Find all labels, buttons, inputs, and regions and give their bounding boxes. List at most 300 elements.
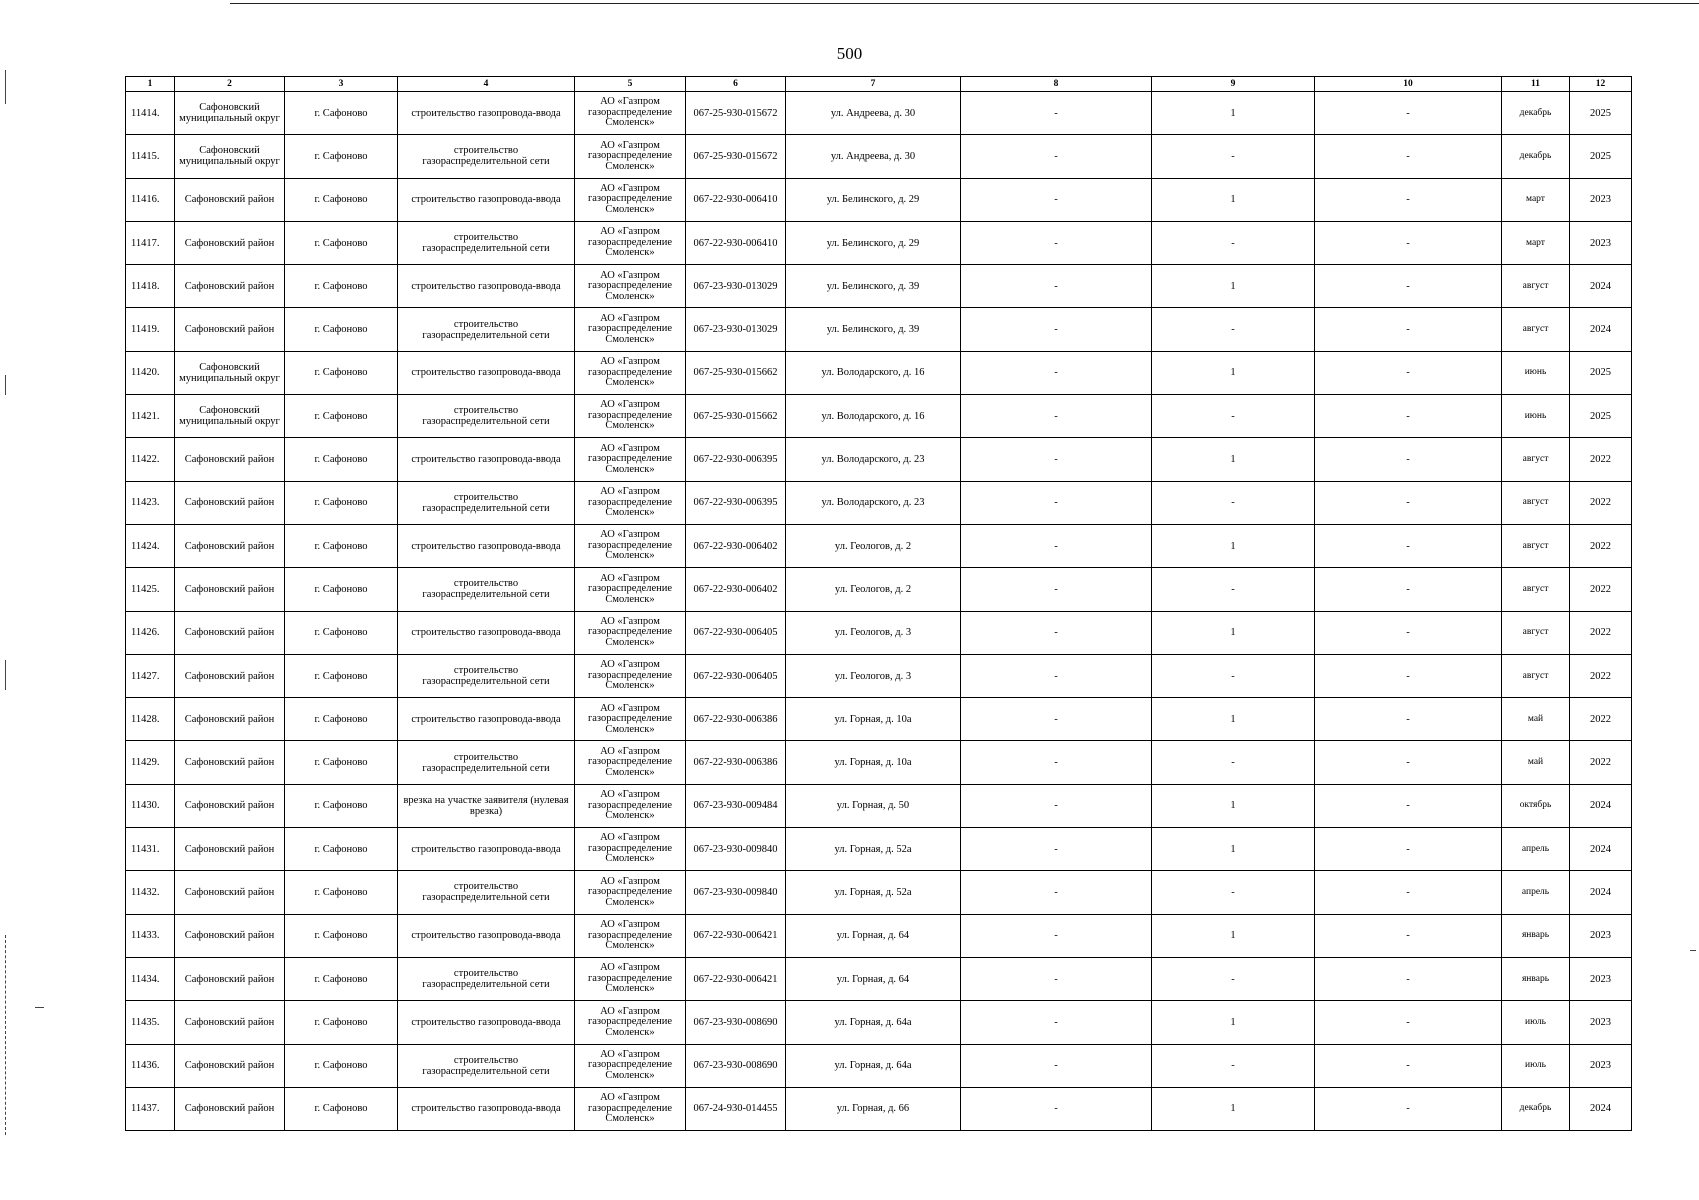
cell-col-8-value: - — [961, 611, 1152, 654]
cell-address: ул. Белинского, д. 29 — [786, 221, 961, 264]
cell-settlement: г. Сафоново — [285, 1044, 398, 1087]
cell-month: май — [1502, 741, 1570, 784]
cell-municipality: Сафоновский район — [175, 871, 285, 914]
cell-municipality: Сафоновский район — [175, 221, 285, 264]
cell-settlement: г. Сафоново — [285, 524, 398, 567]
cell-application-id: 067-22-930-006410 — [686, 221, 786, 264]
cell-col-10-value: - — [1315, 784, 1502, 827]
registry-table — [125, 76, 1632, 1131]
cell-municipality: Сафоновский район — [175, 611, 285, 654]
column-number-3: 3 — [285, 77, 398, 92]
cell-work-type: строительство газораспределительной сети — [398, 741, 575, 784]
cell-year: 2024 — [1570, 1087, 1632, 1130]
column-number-7: 7 — [786, 77, 961, 92]
column-number-row — [126, 77, 1632, 92]
cell-organization: АО «Газпром газораспределение Смоленск» — [575, 957, 686, 1000]
cell-address: ул. Белинского, д. 29 — [786, 178, 961, 221]
table-row — [126, 221, 1632, 264]
cell-month: август — [1502, 654, 1570, 697]
cell-address: ул. Володарского, д. 23 — [786, 481, 961, 524]
cell-col-9-value: - — [1152, 308, 1315, 351]
cell-month: июль — [1502, 1044, 1570, 1087]
cell-address: ул. Горная, д. 10а — [786, 741, 961, 784]
cell-organization: АО «Газпром газораспределение Смоленск» — [575, 611, 686, 654]
cell-application-id: 067-25-930-015672 — [686, 92, 786, 135]
cell-month: март — [1502, 221, 1570, 264]
table-row — [126, 135, 1632, 178]
cell-row-number: 11429. — [126, 741, 175, 784]
cell-municipality: Сафоновский район — [175, 1001, 285, 1044]
top-rule — [230, 3, 1699, 4]
cell-row-number: 11424. — [126, 524, 175, 567]
cell-settlement: г. Сафоново — [285, 741, 398, 784]
cell-address: ул. Горная, д. 64а — [786, 1044, 961, 1087]
cell-col-9-value: 1 — [1152, 265, 1315, 308]
cell-organization: АО «Газпром газораспределение Смоленск» — [575, 221, 686, 264]
cell-month: август — [1502, 611, 1570, 654]
cell-col-10-value: - — [1315, 654, 1502, 697]
cell-col-8-value: - — [961, 1044, 1152, 1087]
cell-row-number: 11422. — [126, 438, 175, 481]
cell-work-type: строительство газораспределительной сети — [398, 568, 575, 611]
cell-organization: АО «Газпром газораспределение Смоленск» — [575, 698, 686, 741]
cell-year: 2022 — [1570, 524, 1632, 567]
page-number: 500 — [836, 44, 863, 63]
column-number-2: 2 — [175, 77, 285, 92]
cell-work-type: строительство газопровода-ввода — [398, 438, 575, 481]
cell-month: август — [1502, 438, 1570, 481]
cell-settlement: г. Сафоново — [285, 611, 398, 654]
table-row — [126, 438, 1632, 481]
column-number-10: 10 — [1315, 77, 1502, 92]
cell-organization: АО «Газпром газораспределение Смоленск» — [575, 308, 686, 351]
cell-work-type: строительство газораспределительной сети — [398, 957, 575, 1000]
cell-settlement: г. Сафоново — [285, 395, 398, 438]
cell-municipality: Сафоновский муниципальный округ — [175, 135, 285, 178]
cell-row-number: 11416. — [126, 178, 175, 221]
cell-col-9-value: - — [1152, 741, 1315, 784]
cell-municipality: Сафоновский муниципальный округ — [175, 92, 285, 135]
cell-year: 2024 — [1570, 308, 1632, 351]
cell-year: 2023 — [1570, 957, 1632, 1000]
cell-col-9-value: 1 — [1152, 92, 1315, 135]
cell-col-9-value: 1 — [1152, 784, 1315, 827]
cell-col-10-value: - — [1315, 265, 1502, 308]
cell-col-10-value: - — [1315, 1044, 1502, 1087]
cell-settlement: г. Сафоново — [285, 481, 398, 524]
cell-col-9-value: 1 — [1152, 828, 1315, 871]
cell-month: декабрь — [1502, 1087, 1570, 1130]
cell-col-9-value: - — [1152, 568, 1315, 611]
cell-settlement: г. Сафоново — [285, 1001, 398, 1044]
cell-address: ул. Горная, д. 50 — [786, 784, 961, 827]
cell-address: ул. Горная, д. 64 — [786, 914, 961, 957]
cell-application-id: 067-25-930-015662 — [686, 351, 786, 394]
cell-organization: АО «Газпром газораспределение Смоленск» — [575, 914, 686, 957]
table-row — [126, 871, 1632, 914]
cell-year: 2025 — [1570, 92, 1632, 135]
cell-address: ул. Геологов, д. 2 — [786, 524, 961, 567]
cell-col-9-value: - — [1152, 1044, 1315, 1087]
cell-month: март — [1502, 178, 1570, 221]
cell-year: 2025 — [1570, 351, 1632, 394]
cell-col-8-value: - — [961, 741, 1152, 784]
cell-col-10-value: - — [1315, 308, 1502, 351]
cell-month: апрель — [1502, 871, 1570, 914]
cell-row-number: 11426. — [126, 611, 175, 654]
cell-year: 2025 — [1570, 395, 1632, 438]
cell-year: 2022 — [1570, 438, 1632, 481]
cell-row-number: 11434. — [126, 957, 175, 1000]
cell-col-9-value: 1 — [1152, 611, 1315, 654]
cell-work-type: строительство газораспределительной сети — [398, 395, 575, 438]
cell-municipality: Сафоновский район — [175, 698, 285, 741]
cell-col-9-value: 1 — [1152, 698, 1315, 741]
table-row — [126, 914, 1632, 957]
cell-col-10-value: - — [1315, 178, 1502, 221]
cell-application-id: 067-22-930-006421 — [686, 914, 786, 957]
cell-col-8-value: - — [961, 568, 1152, 611]
scan-margin-mark — [5, 935, 6, 1135]
cell-settlement: г. Сафоново — [285, 654, 398, 697]
cell-settlement: г. Сафоново — [285, 178, 398, 221]
cell-work-type: строительство газопровода-ввода — [398, 828, 575, 871]
cell-col-9-value: 1 — [1152, 524, 1315, 567]
cell-settlement: г. Сафоново — [285, 92, 398, 135]
cell-organization: АО «Газпром газораспределение Смоленск» — [575, 871, 686, 914]
cell-address: ул. Горная, д. 52а — [786, 871, 961, 914]
cell-month: декабрь — [1502, 135, 1570, 178]
cell-application-id: 067-22-930-006410 — [686, 178, 786, 221]
table-row — [126, 568, 1632, 611]
cell-row-number: 11419. — [126, 308, 175, 351]
cell-organization: АО «Газпром газораспределение Смоленск» — [575, 265, 686, 308]
cell-application-id: 067-23-930-008690 — [686, 1044, 786, 1087]
column-number-6: 6 — [686, 77, 786, 92]
cell-col-9-value: 1 — [1152, 1087, 1315, 1130]
cell-col-10-value: - — [1315, 221, 1502, 264]
table-row — [126, 1044, 1632, 1087]
cell-row-number: 11421. — [126, 395, 175, 438]
cell-month: август — [1502, 265, 1570, 308]
cell-organization: АО «Газпром газораспределение Смоленск» — [575, 395, 686, 438]
cell-municipality: Сафоновский муниципальный округ — [175, 351, 285, 394]
cell-month: июнь — [1502, 395, 1570, 438]
cell-col-10-value: - — [1315, 957, 1502, 1000]
cell-application-id: 067-22-930-006405 — [686, 611, 786, 654]
cell-work-type: строительство газораспределительной сети — [398, 135, 575, 178]
cell-address: ул. Горная, д. 64 — [786, 957, 961, 1000]
column-number-12: 12 — [1570, 77, 1632, 92]
cell-address: ул. Белинского, д. 39 — [786, 308, 961, 351]
cell-col-9-value: 1 — [1152, 1001, 1315, 1044]
cell-row-number: 11437. — [126, 1087, 175, 1130]
cell-month: август — [1502, 524, 1570, 567]
cell-col-9-value: - — [1152, 871, 1315, 914]
cell-col-8-value: - — [961, 438, 1152, 481]
cell-col-10-value: - — [1315, 92, 1502, 135]
cell-organization: АО «Газпром газораспределение Смоленск» — [575, 568, 686, 611]
cell-settlement: г. Сафоново — [285, 698, 398, 741]
scan-margin-mark — [5, 375, 6, 395]
cell-municipality: Сафоновский район — [175, 308, 285, 351]
cell-col-10-value: - — [1315, 1001, 1502, 1044]
cell-work-type: строительство газораспределительной сети — [398, 871, 575, 914]
cell-municipality: Сафоновский район — [175, 957, 285, 1000]
cell-application-id: 067-24-930-014455 — [686, 1087, 786, 1130]
cell-col-9-value: - — [1152, 654, 1315, 697]
cell-row-number: 11436. — [126, 1044, 175, 1087]
cell-month: апрель — [1502, 828, 1570, 871]
table-row — [126, 654, 1632, 697]
table-row — [126, 395, 1632, 438]
cell-address: ул. Геологов, д. 3 — [786, 611, 961, 654]
cell-col-8-value: - — [961, 92, 1152, 135]
table-row — [126, 741, 1632, 784]
cell-work-type: строительство газораспределительной сети — [398, 481, 575, 524]
cell-settlement: г. Сафоново — [285, 568, 398, 611]
cell-application-id: 067-25-930-015662 — [686, 395, 786, 438]
cell-organization: АО «Газпром газораспределение Смоленск» — [575, 784, 686, 827]
cell-month: январь — [1502, 957, 1570, 1000]
cell-application-id: 067-22-930-006395 — [686, 481, 786, 524]
cell-application-id: 067-22-930-006395 — [686, 438, 786, 481]
cell-application-id: 067-23-930-008690 — [686, 1001, 786, 1044]
cell-municipality: Сафоновский район — [175, 524, 285, 567]
cell-year: 2023 — [1570, 914, 1632, 957]
cell-row-number: 11415. — [126, 135, 175, 178]
cell-row-number: 11432. — [126, 871, 175, 914]
cell-col-10-value: - — [1315, 524, 1502, 567]
cell-col-8-value: - — [961, 395, 1152, 438]
cell-address: ул. Володарского, д. 16 — [786, 351, 961, 394]
table-row — [126, 784, 1632, 827]
cell-organization: АО «Газпром газораспределение Смоленск» — [575, 1087, 686, 1130]
cell-col-10-value: - — [1315, 351, 1502, 394]
cell-work-type: строительство газопровода-ввода — [398, 178, 575, 221]
cell-row-number: 11433. — [126, 914, 175, 957]
cell-municipality: Сафоновский район — [175, 438, 285, 481]
cell-application-id: 067-23-930-009840 — [686, 828, 786, 871]
table-row — [126, 308, 1632, 351]
cell-organization: АО «Газпром газораспределение Смоленск» — [575, 178, 686, 221]
cell-col-9-value: 1 — [1152, 914, 1315, 957]
cell-address: ул. Горная, д. 52а — [786, 828, 961, 871]
cell-organization: АО «Газпром газораспределение Смоленск» — [575, 438, 686, 481]
cell-month: август — [1502, 568, 1570, 611]
cell-address: ул. Горная, д. 66 — [786, 1087, 961, 1130]
cell-row-number: 11423. — [126, 481, 175, 524]
cell-work-type: строительство газораспределительной сети — [398, 1044, 575, 1087]
cell-organization: АО «Газпром газораспределение Смоленск» — [575, 92, 686, 135]
cell-organization: АО «Газпром газораспределение Смоленск» — [575, 135, 686, 178]
cell-work-type: строительство газораспределительной сети — [398, 654, 575, 697]
table-row — [126, 481, 1632, 524]
cell-organization: АО «Газпром газораспределение Смоленск» — [575, 741, 686, 784]
cell-organization: АО «Газпром газораспределение Смоленск» — [575, 351, 686, 394]
cell-year: 2024 — [1570, 828, 1632, 871]
cell-settlement: г. Сафоново — [285, 914, 398, 957]
cell-municipality: Сафоновский муниципальный округ — [175, 395, 285, 438]
cell-application-id: 067-22-930-006386 — [686, 698, 786, 741]
cell-row-number: 11428. — [126, 698, 175, 741]
cell-address: ул. Андреева, д. 30 — [786, 135, 961, 178]
cell-col-8-value: - — [961, 351, 1152, 394]
cell-work-type: строительство газопровода-ввода — [398, 524, 575, 567]
cell-settlement: г. Сафоново — [285, 351, 398, 394]
table-row — [126, 1087, 1632, 1130]
cell-col-9-value: - — [1152, 481, 1315, 524]
cell-work-type: строительство газораспределительной сети — [398, 221, 575, 264]
cell-settlement: г. Сафоново — [285, 871, 398, 914]
column-number-9: 9 — [1152, 77, 1315, 92]
cell-month: июль — [1502, 1001, 1570, 1044]
cell-work-type: строительство газопровода-ввода — [398, 611, 575, 654]
cell-year: 2022 — [1570, 568, 1632, 611]
cell-col-10-value: - — [1315, 828, 1502, 871]
cell-col-8-value: - — [961, 654, 1152, 697]
cell-work-type: врезка на участке заявителя (нулевая врезка) — [398, 784, 575, 827]
cell-row-number: 11430. — [126, 784, 175, 827]
cell-municipality: Сафоновский район — [175, 828, 285, 871]
cell-month: август — [1502, 481, 1570, 524]
cell-col-8-value: - — [961, 135, 1152, 178]
cell-col-8-value: - — [961, 914, 1152, 957]
cell-col-10-value: - — [1315, 395, 1502, 438]
cell-work-type: строительство газопровода-ввода — [398, 914, 575, 957]
cell-municipality: Сафоновский район — [175, 914, 285, 957]
cell-work-type: строительство газопровода-ввода — [398, 92, 575, 135]
cell-application-id: 067-25-930-015672 — [686, 135, 786, 178]
cell-col-9-value: 1 — [1152, 351, 1315, 394]
cell-year: 2025 — [1570, 135, 1632, 178]
cell-col-9-value: - — [1152, 221, 1315, 264]
cell-application-id: 067-22-930-006405 — [686, 654, 786, 697]
cell-row-number: 11414. — [126, 92, 175, 135]
cell-col-9-value: - — [1152, 395, 1315, 438]
cell-row-number: 11420. — [126, 351, 175, 394]
cell-col-10-value: - — [1315, 438, 1502, 481]
cell-settlement: г. Сафоново — [285, 828, 398, 871]
table-row — [126, 611, 1632, 654]
scan-margin-mark — [5, 70, 6, 104]
cell-col-8-value: - — [961, 871, 1152, 914]
cell-settlement: г. Сафоново — [285, 1087, 398, 1130]
cell-settlement: г. Сафоново — [285, 221, 398, 264]
cell-municipality: Сафоновский район — [175, 654, 285, 697]
cell-work-type: строительство газопровода-ввода — [398, 1001, 575, 1044]
cell-municipality: Сафоновский район — [175, 1087, 285, 1130]
cell-address: ул. Володарского, д. 23 — [786, 438, 961, 481]
cell-year: 2023 — [1570, 221, 1632, 264]
cell-col-10-value: - — [1315, 568, 1502, 611]
table-row — [126, 178, 1632, 221]
cell-address: ул. Горная, д. 10а — [786, 698, 961, 741]
table-row — [126, 1001, 1632, 1044]
cell-year: 2022 — [1570, 698, 1632, 741]
cell-application-id: 067-23-930-009484 — [686, 784, 786, 827]
cell-municipality: Сафоновский район — [175, 481, 285, 524]
column-number-11: 11 — [1502, 77, 1570, 92]
cell-col-8-value: - — [961, 1087, 1152, 1130]
cell-work-type: строительство газораспределительной сети — [398, 308, 575, 351]
cell-col-8-value: - — [961, 178, 1152, 221]
cell-settlement: г. Сафоново — [285, 957, 398, 1000]
table-row — [126, 265, 1632, 308]
cell-row-number: 11431. — [126, 828, 175, 871]
cell-col-8-value: - — [961, 481, 1152, 524]
cell-work-type: строительство газопровода-ввода — [398, 1087, 575, 1130]
cell-col-9-value: 1 — [1152, 178, 1315, 221]
table-row — [126, 828, 1632, 871]
cell-organization: АО «Газпром газораспределение Смоленск» — [575, 1001, 686, 1044]
cell-row-number: 11435. — [126, 1001, 175, 1044]
cell-year: 2024 — [1570, 265, 1632, 308]
cell-month: июнь — [1502, 351, 1570, 394]
cell-month: январь — [1502, 914, 1570, 957]
cell-application-id: 067-23-930-013029 — [686, 308, 786, 351]
cell-year: 2022 — [1570, 741, 1632, 784]
cell-row-number: 11427. — [126, 654, 175, 697]
cell-month: октябрь — [1502, 784, 1570, 827]
cell-municipality: Сафоновский район — [175, 1044, 285, 1087]
cell-municipality: Сафоновский район — [175, 784, 285, 827]
cell-settlement: г. Сафоново — [285, 265, 398, 308]
cell-municipality: Сафоновский район — [175, 741, 285, 784]
column-number-5: 5 — [575, 77, 686, 92]
cell-settlement: г. Сафоново — [285, 135, 398, 178]
cell-year: 2023 — [1570, 1044, 1632, 1087]
cell-col-8-value: - — [961, 524, 1152, 567]
cell-year: 2024 — [1570, 784, 1632, 827]
cell-work-type: строительство газопровода-ввода — [398, 698, 575, 741]
scan-margin-mark — [5, 660, 6, 690]
cell-col-8-value: - — [961, 308, 1152, 351]
cell-municipality: Сафоновский район — [175, 265, 285, 308]
table-row — [126, 524, 1632, 567]
cell-address: ул. Белинского, д. 39 — [786, 265, 961, 308]
cell-year: 2024 — [1570, 871, 1632, 914]
cell-row-number: 11417. — [126, 221, 175, 264]
cell-application-id: 067-23-930-009840 — [686, 871, 786, 914]
cell-address: ул. Горная, д. 64а — [786, 1001, 961, 1044]
cell-col-9-value: - — [1152, 957, 1315, 1000]
column-number-8: 8 — [961, 77, 1152, 92]
cell-col-9-value: - — [1152, 135, 1315, 178]
cell-col-10-value: - — [1315, 698, 1502, 741]
cell-work-type: строительство газопровода-ввода — [398, 351, 575, 394]
cell-address: ул. Андреева, д. 30 — [786, 92, 961, 135]
cell-organization: АО «Газпром газораспределение Смоленск» — [575, 828, 686, 871]
cell-month: август — [1502, 308, 1570, 351]
scan-dash-mark — [1690, 950, 1696, 951]
cell-year: 2022 — [1570, 481, 1632, 524]
scan-dash-mark — [35, 1007, 44, 1008]
cell-col-8-value: - — [961, 221, 1152, 264]
cell-application-id: 067-23-930-013029 — [686, 265, 786, 308]
cell-application-id: 067-22-930-006421 — [686, 957, 786, 1000]
cell-organization: АО «Газпром газораспределение Смоленск» — [575, 654, 686, 697]
cell-work-type: строительство газопровода-ввода — [398, 265, 575, 308]
cell-organization: АО «Газпром газораспределение Смоленск» — [575, 481, 686, 524]
cell-organization: АО «Газпром газораспределение Смоленск» — [575, 1044, 686, 1087]
cell-year: 2023 — [1570, 1001, 1632, 1044]
cell-month: декабрь — [1502, 92, 1570, 135]
cell-col-10-value: - — [1315, 1087, 1502, 1130]
cell-col-10-value: - — [1315, 871, 1502, 914]
cell-year: 2023 — [1570, 178, 1632, 221]
cell-col-9-value: 1 — [1152, 438, 1315, 481]
